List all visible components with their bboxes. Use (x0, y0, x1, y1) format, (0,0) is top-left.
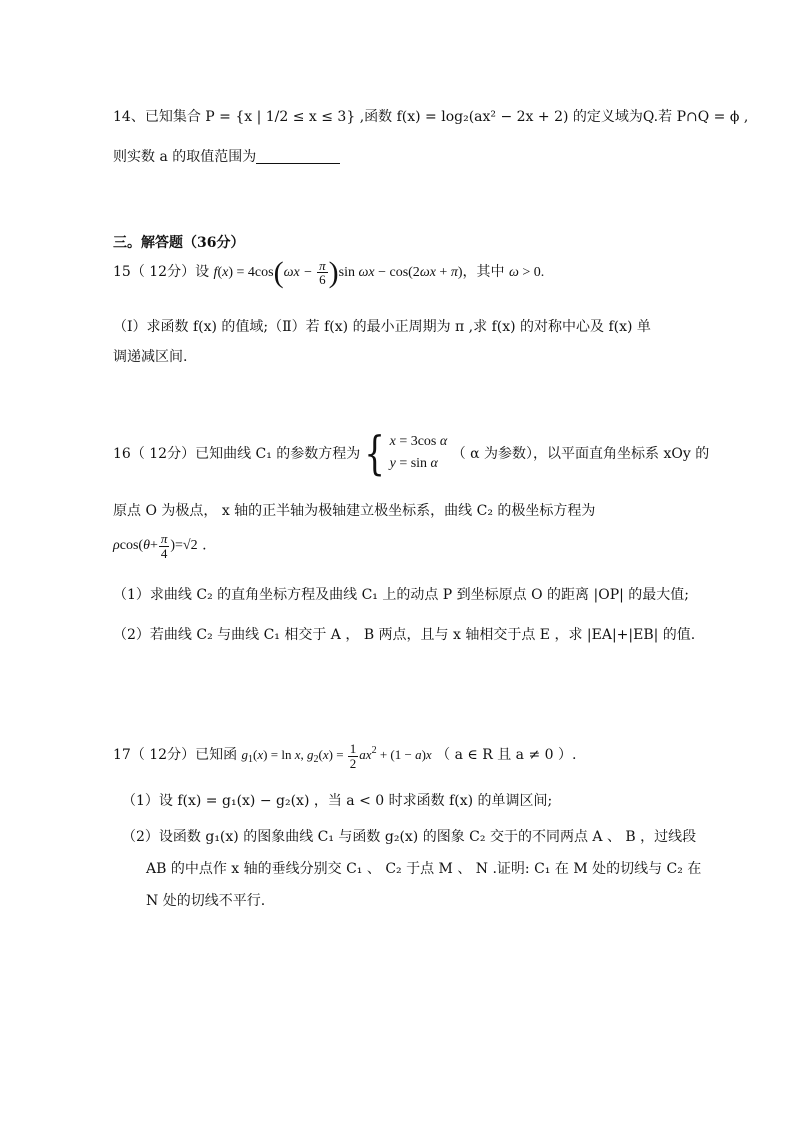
section-3-title: 三。解答题（36分） (113, 235, 245, 251)
q17-condition: （ a ∈ R 且 a ≠ 0 ）. (436, 747, 577, 764)
q15-question-cont: 调递减区间. (113, 349, 188, 365)
q17-part2-text-2: AB 的中点作 x 轴的垂线分别交 C₁ 、 C₂ 于点 M 、 N .证明: C₁ 在 M 处的切线与 C₂ 在 (146, 861, 702, 877)
q15-line3 (113, 346, 187, 366)
section-title (113, 232, 244, 252)
q15-condition: ω > 0. (508, 265, 545, 280)
q17-part2-line1 (122, 826, 696, 846)
q16-part2 (113, 624, 695, 644)
q17-part2-line2 (146, 858, 701, 878)
q17-part2-text-3: N 处的切线不平行. (146, 893, 266, 909)
q17-part2-line3 (146, 890, 265, 910)
q17-part1 (122, 790, 552, 810)
q15-label: 15（ 12分）设 (113, 264, 210, 280)
q16-tail: （ α 为参数），以平面直角坐标系 xOy 的 (451, 446, 710, 462)
q16-part1 (113, 584, 689, 604)
q16-label: 16（ 12分）已知曲线 C₁ 的参数方程为 (113, 446, 361, 462)
q14-line1 (113, 106, 748, 126)
q17-part2-text-1: （2）设函数 g₁(x) 的图象曲线 C₁ 与函数 g₂(x) 的图象 C₂ 交于的不同两点 A 、 B ，过线段 (122, 829, 697, 845)
q16-brace: { (364, 426, 386, 480)
q16-polar-formula: ρcos(θ+ $\frac{\pi}{4}$ )=√2 (113, 531, 198, 561)
q15-function: f(x) = 4cos(ωx − $\frac{\pi}{6}$ )sin ωx − cos(2ωx + π) (213, 256, 463, 289)
q16-line2 (113, 500, 595, 520)
q17-part1-text: （1）设 f(x) = g₁(x) − g₂(x) ，当 a < 0 时求函数 f(x) 的单调区间; (122, 793, 553, 809)
q16-polar-equation: ρcos(θ+ $\frac{\pi}{4}$ )=√2 . (113, 531, 207, 561)
q14-line2 (113, 146, 340, 166)
q16-param-system: x = 3cos α y = sin α (389, 434, 448, 471)
answer-blank (256, 149, 340, 164)
q17-line1 (113, 742, 576, 770)
q14-answer-prompt: 则实数 a 的取值范围为 (113, 149, 257, 165)
q17-label: 17（ 12分）已知函 (113, 747, 238, 764)
q16-polar-intro: 原点 O 为极点， x 轴的正半轴为极轴建立极坐标系，曲线 C₂ 的极坐标方程为 (113, 503, 596, 519)
q15-line2 (113, 316, 651, 336)
q15-question: （Ⅰ）求函数 f(x) 的值域;（Ⅱ）若 f(x) 的最小正周期为 π ,求 f(x) 的对称中心及 f(x) 单 (113, 319, 651, 335)
q15-tail: ，其中 (462, 264, 505, 280)
q15-line1 (113, 258, 544, 288)
q17-functions: $g_1(x) = \ln x$, $g_2(x)$ = $\frac{1}{2}$ $ax^2 + (1 - a)x$ (241, 741, 432, 771)
q16-part1-text: （1）求曲线 C₂ 的直角坐标方程及曲线 C₁ 上的动点 P 到坐标原点 O 的距离 |OP| 的最大值; (113, 587, 690, 603)
q16-line1 (113, 426, 710, 480)
q16-part2-text: （2）若曲线 C₂ 与曲线 C₁ 相交于 A ， B 两点，且与 x 轴相交于点 E ，求 |EA|+|EB| 的值. (113, 627, 696, 643)
q14-line1-text: 14、已知集合 P = {x | 1/2 ≤ x ≤ 3} ,函数 f(x) = log₂(ax² − 2x + 2) 的定义域为Q.若 P∩Q = ϕ , (113, 109, 749, 125)
